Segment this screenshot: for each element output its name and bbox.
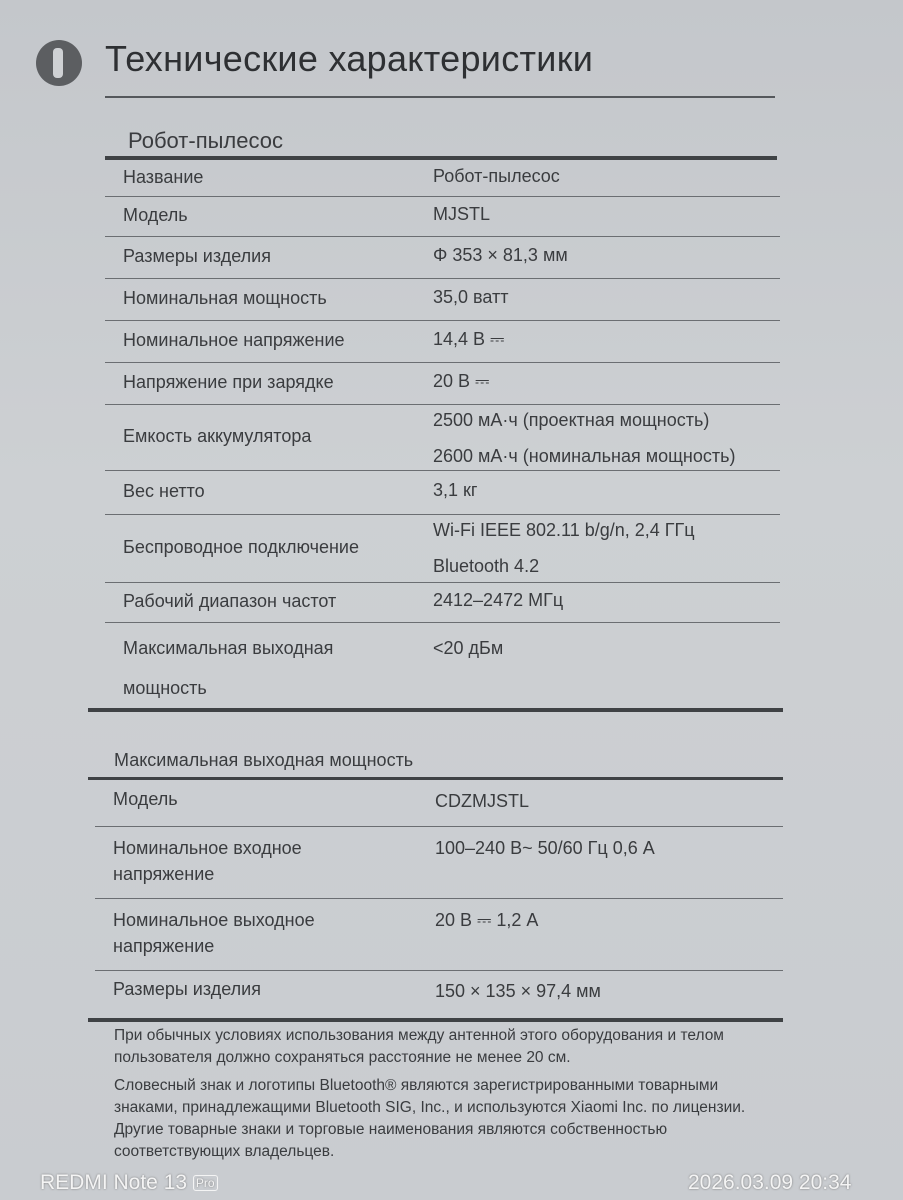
device-name: REDMI Note 13 — [40, 1171, 188, 1194]
spec-label: Модель — [123, 205, 188, 225]
spec-value: MJSTL — [433, 204, 491, 224]
divider — [88, 708, 783, 712]
divider — [88, 1018, 783, 1022]
spec-row — [105, 582, 780, 623]
spec-row — [105, 514, 780, 583]
spec-label: Размеры изделия — [113, 979, 261, 999]
spec-label: Номинальное напряжение — [123, 330, 345, 350]
spec-value: 20 В ⎓ — [433, 371, 490, 391]
spec-row — [105, 236, 780, 279]
divider — [105, 96, 775, 98]
spec-value: 100–240 В~ 50/60 Гц 0,6 А — [435, 838, 655, 858]
spec-label: Напряжение при зарядке — [123, 372, 334, 392]
spec-row — [95, 780, 783, 827]
note-antenna: При обычных условиях использования между антенной этого оборудования и телом пользователя должно сохраняться расстояние не менее 20 см. — [114, 1027, 724, 1066]
spec-value: 150 × 135 × 97,4 мм — [435, 981, 601, 1001]
photo-datetime: 2026.03.09 20:34 — [688, 1171, 852, 1194]
spec-value: Bluetooth 4.2 — [433, 556, 540, 576]
camera-watermark — [40, 1171, 218, 1195]
spec-value: Wi-Fi IEEE 802.11 b/g/n, 2,4 ГГц — [433, 520, 695, 540]
spec-row — [95, 970, 783, 1016]
spec-value: CDZMJSTL — [435, 791, 529, 811]
note-trademarks: Словесный знак и логотипы Bluetooth® являются зарегистрированными товарными знаками, принадлежащими Bluetooth SIG, Inc., и используются Xiaomi Inc. по лицензии. Другие товарные знаки и торговые наименования являются собственностью соответствующих владельцев. — [114, 1077, 746, 1160]
spec-row — [105, 196, 780, 237]
spec-label: Максимальная выходная — [123, 638, 334, 658]
section-heading: Максимальная выходная мощность — [114, 750, 414, 770]
spec-label-cont: напряжение — [113, 936, 215, 956]
device-badge: Pro — [193, 1175, 218, 1191]
spec-value: <20 дБм — [433, 638, 504, 658]
spec-value: 20 В ⎓ 1,2 А — [435, 910, 539, 930]
spec-label: Вес нетто — [123, 481, 205, 501]
spec-row — [105, 320, 780, 363]
spec-row — [105, 470, 780, 515]
spec-label: Рабочий диапазон частот — [123, 591, 337, 611]
spec-row — [105, 160, 780, 197]
spec-row — [95, 826, 783, 899]
spec-row — [105, 362, 780, 405]
spec-row — [105, 278, 780, 321]
spec-value: 2500 мА·ч (проектная мощность) — [433, 410, 710, 430]
spec-label: Номинальное входное — [113, 838, 302, 858]
spec-value: Робот-пылесос — [433, 166, 560, 186]
logo-icon — [36, 40, 82, 86]
spec-value: 2600 мА·ч (номинальная мощность) — [433, 446, 736, 466]
page-title: Технические характеристики — [105, 38, 594, 79]
section-heading: Робот-пылесос — [128, 128, 283, 153]
spec-value: 3,1 кг — [433, 480, 478, 500]
spec-label: Беспроводное подключение — [123, 537, 359, 557]
spec-row — [105, 622, 780, 705]
spec-label: Размеры изделия — [123, 246, 271, 266]
spec-row — [95, 898, 783, 971]
spec-label-cont: мощность — [123, 678, 207, 698]
spec-label: Емкость аккумулятора — [123, 426, 312, 446]
spec-row — [105, 404, 780, 471]
spec-value: 2412–2472 МГц — [433, 590, 564, 610]
spec-label: Модель — [113, 789, 178, 809]
spec-value: Φ 353 × 81,3 мм — [433, 245, 568, 265]
spec-value: 14,4 В ⎓ — [433, 329, 505, 349]
spec-value: 35,0 ватт — [433, 287, 509, 307]
spec-label-cont: напряжение — [113, 864, 215, 884]
spec-label: Номинальная мощность — [123, 288, 327, 308]
spec-label: Номинальное выходное — [113, 910, 315, 930]
spec-label: Название — [123, 167, 204, 187]
